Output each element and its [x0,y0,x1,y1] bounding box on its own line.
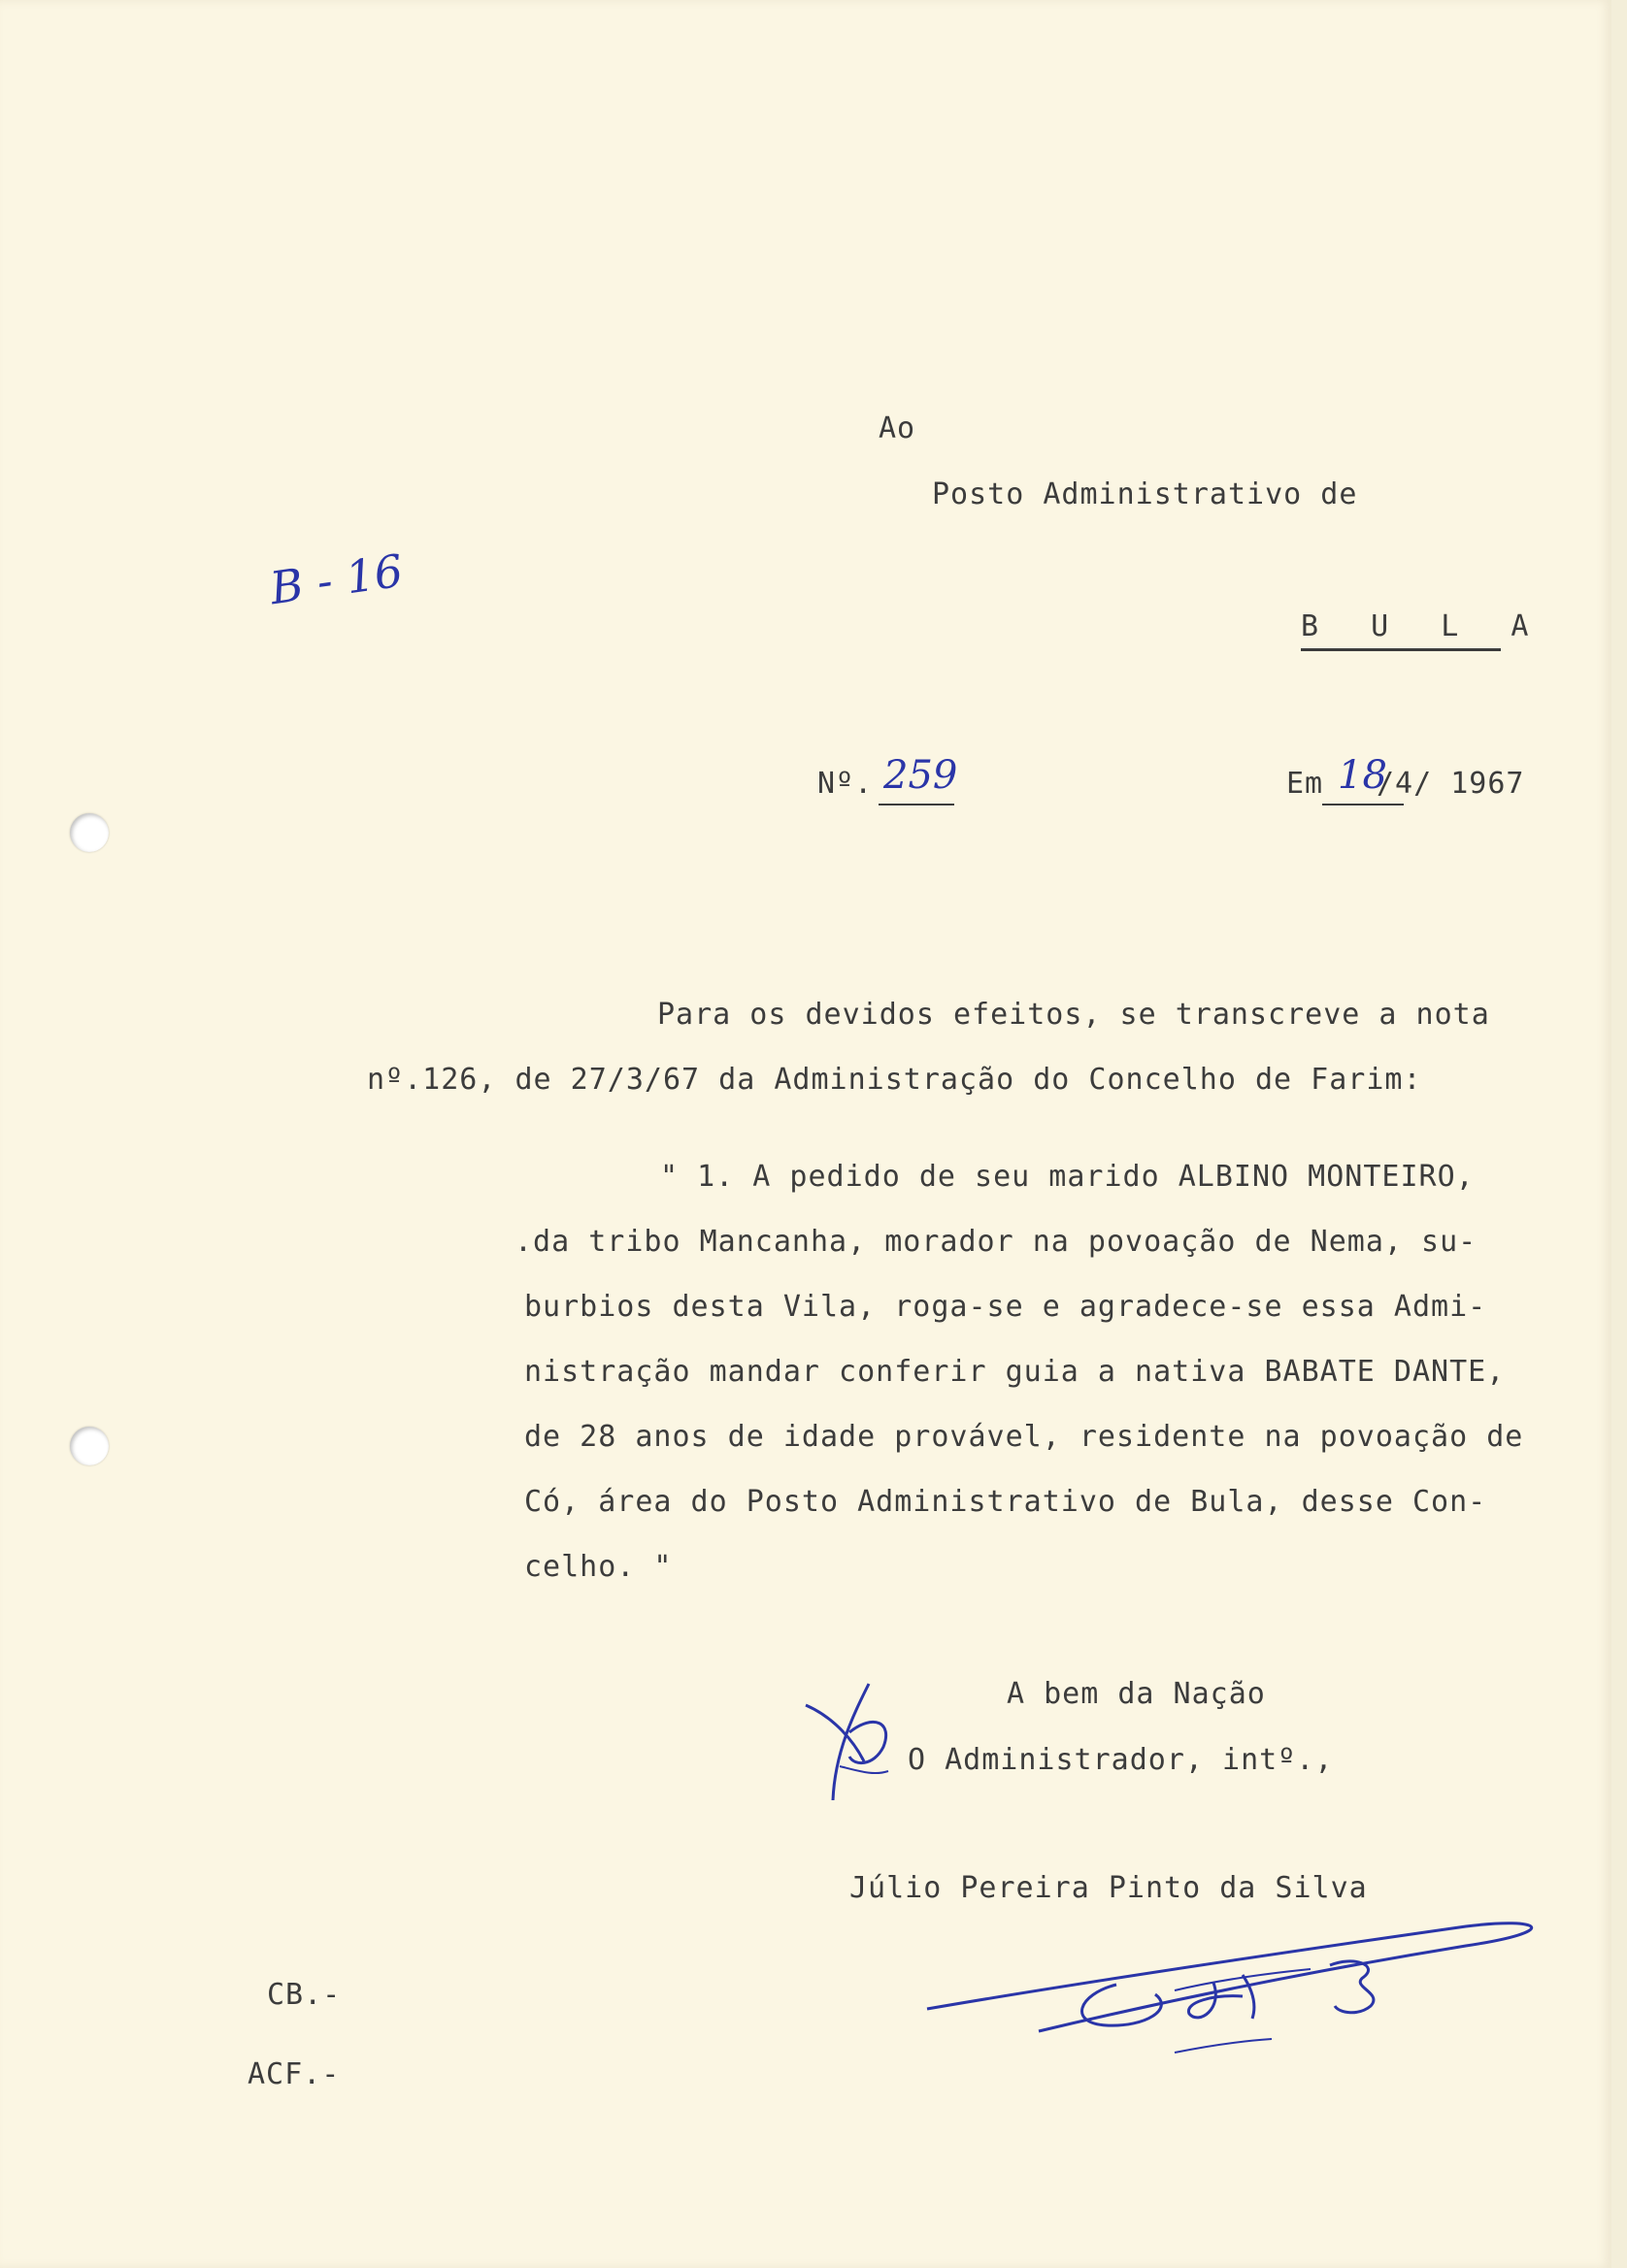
handwritten-number: 259 [883,753,958,798]
footer-cb: CB.- [267,1978,342,2012]
footer-acf: ACF.- [248,2057,341,2091]
closing-salutation: A bem da Nação [1007,1677,1266,1711]
quote-line-2: .da tribo Mancanha, morador na povoação de Nema, su- [515,1225,1478,1259]
quote-line-1: " 1. A pedido de seu marido ALBINO MONTEIRO, [660,1160,1475,1194]
paper-edge [1611,0,1627,2268]
closing-title: O Administrador, intº., [908,1743,1334,1777]
handwritten-reference: B - 16 [266,543,407,615]
signatory-name: Júlio Pereira Pinto da Silva [849,1871,1368,1905]
addressee-posto: Posto Administrativo de [932,477,1358,511]
quote-line-5: de 28 anos de idade provável, residente na povoação de [524,1420,1524,1454]
quote-line-7: celho. " [524,1550,673,1584]
number-underline [879,804,954,805]
date-prefix: Em [1286,767,1324,801]
number-prefix: Nº. [817,767,874,801]
bula-underline [1301,648,1501,651]
quote-line-4: nistração mandar conferir guia a nativa BABATE DANTE, [524,1355,1506,1389]
initials-mark [796,1674,922,1810]
handwritten-day: 18 [1338,753,1387,798]
punch-hole-bottom [70,1427,109,1465]
addressee-ao: Ao [879,411,916,445]
intro-line-2: nº.126, de 27/3/67 da Administração do Concelho de Farim: [367,1063,1422,1097]
addressee-bula: B U L A [1301,609,1546,643]
quote-line-6: Có, área do Posto Administrativo de Bula, desse Con- [524,1485,1487,1519]
punch-hole-top [70,813,109,852]
signature [922,1917,1582,2062]
intro-line-1: Para os devidos efeitos, se transcreve a nota [657,998,1490,1032]
quote-line-3: burbios desta Vila, roga-se e agradece-se essa Admi- [524,1290,1487,1324]
day-underline [1322,804,1404,805]
date-rest: /4/ 1967 [1377,767,1525,801]
